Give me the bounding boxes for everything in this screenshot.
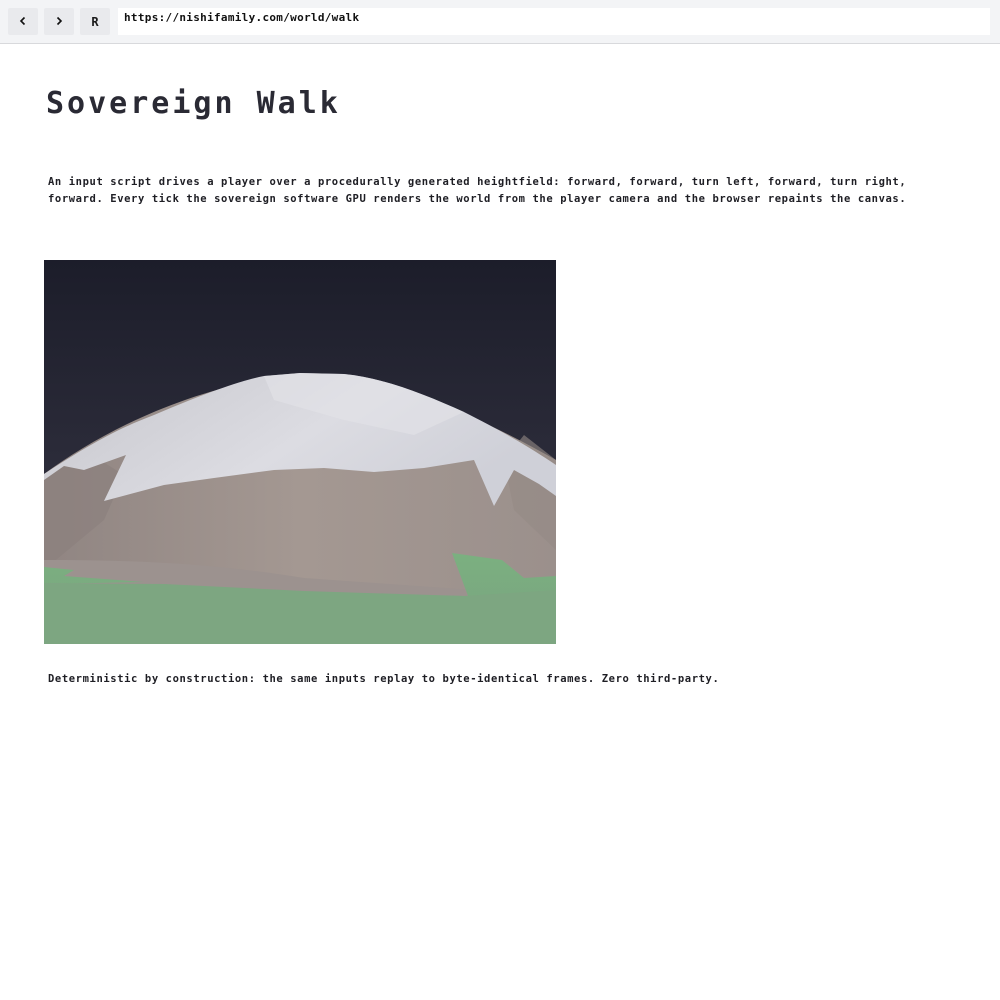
browser-toolbar	[0, 0, 1000, 44]
back-button[interactable]	[8, 8, 38, 35]
reload-button[interactable]: R	[80, 8, 110, 35]
intro-paragraph: An input script drives a player over a procedurally generated heightfield: forward, forward, turn left, forward, turn right, forward. Every tick the sovereign software GPU renders the world from the player camera and the browser repaints the canvas.	[48, 176, 907, 205]
address-bar[interactable]: https://nishifamily.com/world/walk	[118, 8, 990, 35]
footer-note: Deterministic by construction: the same inputs replay to byte-identical frames. Zero third-party.	[48, 673, 720, 685]
page-title: Sovereign Walk	[46, 86, 341, 121]
forward-button[interactable]	[44, 8, 74, 35]
world-canvas	[44, 260, 556, 644]
heightfield-render	[44, 260, 556, 644]
chevron-right-icon	[54, 15, 64, 29]
chevron-left-icon	[18, 15, 28, 29]
